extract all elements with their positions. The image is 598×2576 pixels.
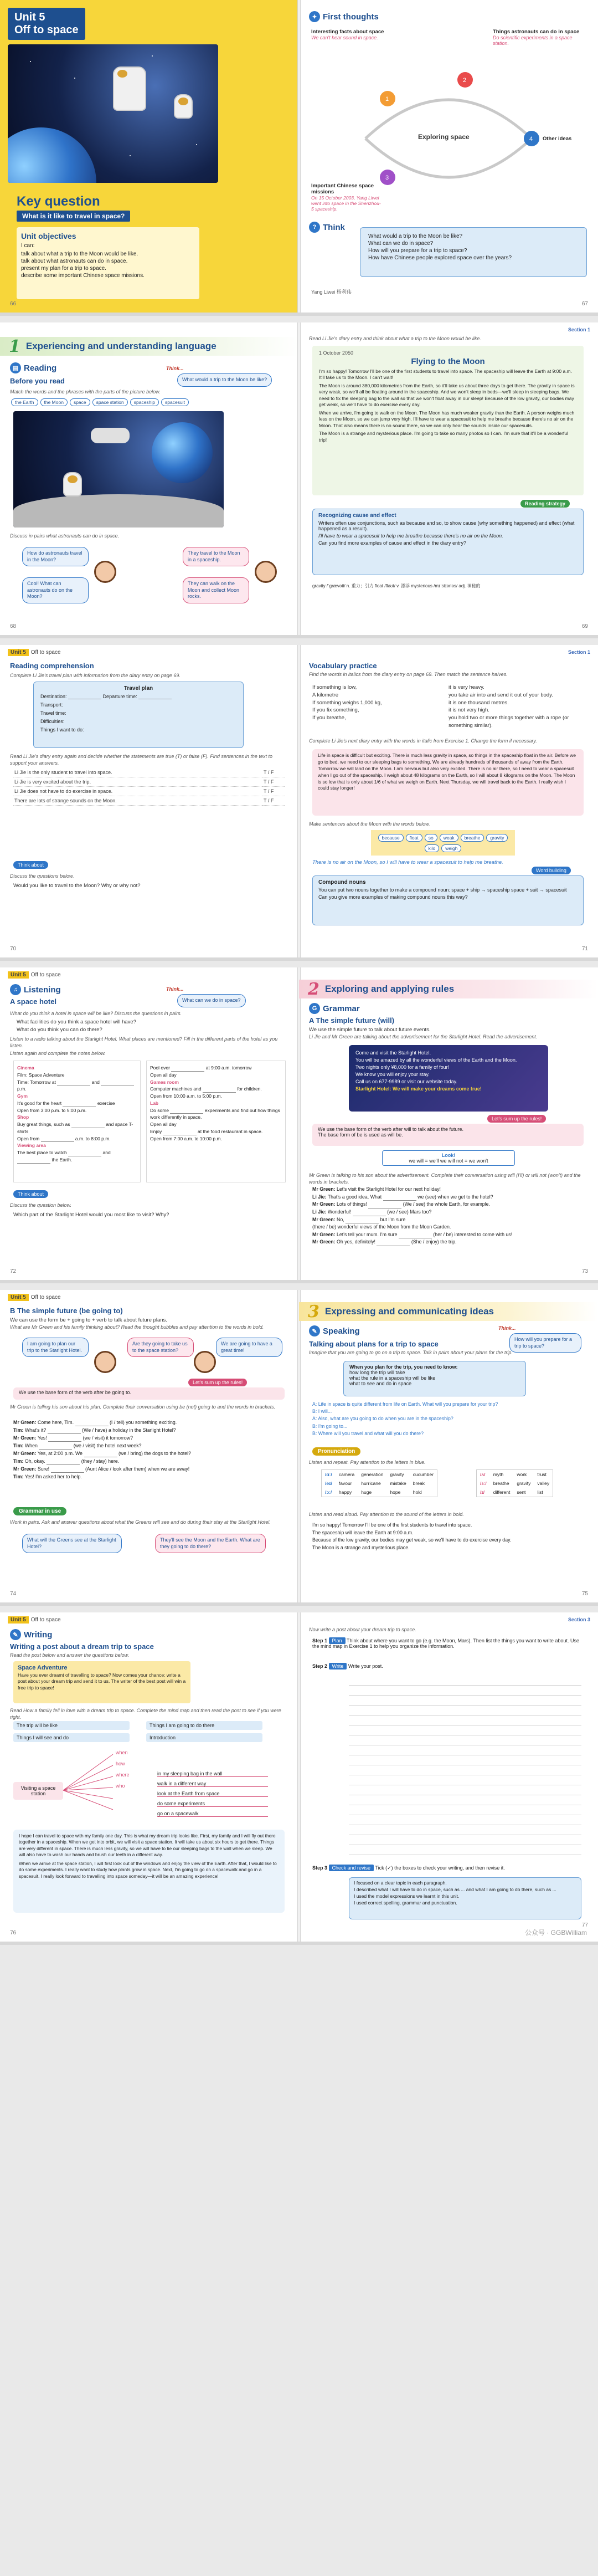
fact-box-1: Interesting facts about space We can't hear sound in space.: [311, 29, 384, 40]
checklist: I focused on a clear topic in each paragraph. I described what I will have to do in space, such as ... and what I am going to do there, such as ... I used the model expressions we learnt in this unit. I used correct spelling, grammar and punctuation.: [349, 1877, 581, 1919]
reading-heading: ▤ Reading: [10, 362, 56, 373]
headphones-icon: ♫: [10, 984, 21, 995]
fact-box-3: Important Chinese space missions On 15 October 2003, Yang Liwei went into space in the Shenzhou-5 spaceship.: [311, 183, 381, 212]
glossary: gravity /ˈɡrævəti/ n. 重力；引力 float /fləʊt/ v. 漂浮 mysterious /mɪˈstɪəriəs/ adj. 神秘的: [312, 583, 481, 588]
word-building-badge: Word building: [532, 867, 571, 874]
page-66: [0, 0, 299, 313]
key-question-text: What is it like to travel in space?: [17, 211, 130, 222]
unit-label: Unit 5 Off to space: [8, 8, 85, 40]
objective-item: present my plan for a trip to space.: [21, 265, 106, 272]
svg-text:2: 2: [463, 77, 467, 84]
mind-map-center: Exploring space: [418, 133, 470, 141]
watermark: 公众号 · GGBWilliam: [525, 1929, 587, 1937]
page-67: [299, 0, 598, 313]
key-question-title: Key question: [17, 194, 100, 209]
diary-cloze: Life in space is difficult but exciting. There is much less gravity in space, so things in the spaceship float in the air. Before we go to bed, we need to our sleeping bags to something. We are already hundreds of thousands of away from the Earth. Tomorrow we will land on the Moon. I am nervous but also very excited. There is no air there, so I need to wear a spacesuit when I go out of the spaceship. I weigh about 48 kilograms on the Earth, so I will about 8 kilograms on the Moon. The Moon is so low that is only about 1/6 of what we weigh on Earth. Next Thursday, we will travel back to the Earth. I really wish I could stay longer!: [312, 749, 584, 816]
blank-area: [0, 1950, 598, 2576]
diary-entry: 1 October 2050 Flying to the Moon I'm so happy! Tomorrow I'll be one of the first students to travel into space. The spaceship will leave the Earth at 9:00 a.m. It'll take us to the Moon. I can't wait! The Moon is around 380,000 kilometres from the Earth, so it'll take us about three days to get there. The gravity in space is very weak, so we'll all be floating around in the spaceship. And we won't sleep in beds—we'll sleep in sleeping bags. We need to fix the sleeping bag to the wall so that we won't float away in our sleep! Because of the low gravity, our bodies may get weak, so we'll have to do exercise every day. When we arrive, I'm going to walk on the Moon. The Moon has much weaker gravity than the Earth. A person weighs much less on the Moon, so we can jump very high. I'll have to wear a spacesuit to help me breathe because there's no air on the Moon. That also means there is no sound there, so we can only hear the sounds inside our spacesuits. The Moon is a strange and mysterious place. I'm going to take so many photos so I can. I'm sure that it'll be a wonderful trip!: [312, 346, 584, 495]
section-header: 1 Experiencing and understanding language: [0, 337, 299, 356]
page-73: 2 Exploring and applying rules G Grammar A The simple future (will) We use the simple future to talk about future events. Li Jie and Mr Green are talking about the advertisement for the Starlight Hotel. Read the advertisement. Come and visit the Starlight Hotel. You will be amazed by all the wonderful views of the Earth and the Moon. Two nights only ¥8,000 for a family of four! We know you will enjoy your stay. Call us on 677-9989 or visit our website today. Starlight Hotel: We will make your dreams come true! Let's sum up the rules! We use the base form of the verb after will to talk about the future. The base form of be is used as will be. Look! we will = we'll we will not = we won't Mr Green is talking to his son about the advertisement. Complete their conversation using will (I'll) or will not (won't) and the words in brackets. Mr Green: Let's visit the Starlight Hotel for our next holiday! Li Jie: That's a good idea. What we (see) when we get to the hotel? Mr Green: Lots of things! (We / see) the whole Earth, for example. Li Jie: Wonderful! (we / see) Mars too? Mr Green: No, but I'm sure (there / be) wonderful views of the Moon from the Moon Garden. Mr Green: Let's tell your mum. I'm sure (her / be) interested to come with us! Mr Green: Oh yes, definitely! (She / enjoy) the trip. 73: [299, 967, 598, 1280]
rules-box: We use the base form of the verb after will to talk about the future. The base form of be is used as will be.: [312, 1124, 584, 1146]
speech-icon: ✎: [309, 1325, 320, 1336]
page-69: Section 1 Read Li Jie's diary entry and think about what a trip to the Moon would be like. 1 October 2050 Flying to the Moon I'm so happy! Tomorrow I'll be one of the first students to travel into space. The spaceship will leave the Earth at 9:00 a.m. It'll take us to the Moon. I can't wait! The Moon is around 380,000 kilometres from the Earth, so it'll take us about three days to get there. The gravity in space is very weak, so we'll all be floating around in the spaceship. And we won't sleep in beds—we'll sleep in sleeping bags. We need to fix the sleeping bag to the wall so that we won't float away in our sleep! Because of the low gravity, our bodies may get weak, so we'll have to do exercise every day. When we arrive, I'm going to walk on the Moon. The Moon has much weaker gravity than the Earth. A person weighs much less on the Moon, so we can jump very high. I'll have to wear a spacesuit to help me breathe because there's no air on the Moon. That also means there is no sound there, so we can only hear the sounds inside our spacesuits. The Moon is a strange and mysterious place. I'm going to take so many photos so I can. I'm sure that it'll be a wonderful trip! Reading strategy Recognizing cause and effect Writers often use conjunctions, such as because and so, to show cause (why something happened) and effect (what happened as a result). I'll have to wear a spacesuit to help me breathe because there's no air on the Moon. Can you find more examples of cause and effect in the diary entry? gravity /ˈɡrævəti/ n. 重力；引力 float /fləʊt/ v. 漂浮 mysterious /mɪˈstɪəriəs/ adj. 神秘的 69: [309, 327, 590, 629]
speaking-heading: ✎ Speaking: [309, 1325, 360, 1336]
svg-text:1: 1: [385, 96, 389, 103]
objective-item: talk about what astronauts can do in space.: [21, 258, 128, 264]
read-aloud-sentences: I'm so happy! Tomorrow I'll be one of the first students to travel into space. The spaceship will leave the Earth at 9:00 a.m. Because of the low gravity, our bodies may get weak, so we'll have to do exercise every day. The Moon is a strange and mysterious place.: [312, 1522, 512, 1550]
look-box: Look! we will = we'll we will not = we won't: [382, 1150, 515, 1166]
match-left: If something is low, A kilometre If something weighs 1,000 kg, If you fix something, If you breathe,: [312, 684, 382, 721]
space-picture: [13, 411, 224, 528]
plan-box: When you plan for the trip, you need to know: how long the trip will take what the rule in a spaceship will be like what to see and do in space: [343, 1361, 526, 1396]
word-list: the Earth the Moon space space station spaceship spacesuit: [10, 397, 287, 407]
step-1: Step 1 Plan Think about where you want to go (e.g. the Moon, Mars). Then list the things you want to write about. Use the mind map in Exercise 1 to help you organize the information.: [312, 1638, 579, 1649]
strategy-box: Recognizing cause and effect Writers often use conjunctions, such as because and so, to show cause (why something happened) and effect (what happened as a result). I'll have to wear a spacesuit to help me breathe because there's no air on the Moon. Can you find more examples of cause and effect in the diary entry?: [312, 509, 584, 575]
notes-right: Pool over at 9:00 a.m. tomorrow Open all day Games room Computer machines and for children. Open from 10:00 a.m. to 5:00 p.m. Lab Do some experiments and find out how things work differently in space. Open all day Enjoy at the food restaurant in space. Open from 7:00 a.m. to 10:00 p.m.: [146, 1061, 286, 1182]
page-72: Unit 5 Off to space ♫ Listening A space hotel Think... What can we do in space? What do you think a hotel in space will be like? Discuss the questions in pairs. What facilities do you think a space hotel will have? What do you think you can do there? Listen to a radio talking about the Starlight Hotel. What places are mentioned? Fill in the different parts of the hotel as you listen. Listen again and complete the notes below. Cinema Film: Space Adventure Time: Tomorrow at and p.m. Gym It's good for the heart exercise Open from 3:00 p.m. to 5:00 p.m. Shop Buy great things, such as and space T-shirts Open from a.m. to 8:00 p.m. Viewing area The best place to watch and the Earth. Pool over at 9:00 a.m. tomorrow Open all day Games room Computer machines and for children. Open from 10:00 a.m. to 5:00 p.m. Lab Do some experiments and find out how things work differently in space. Open all day Enjoy at the food restaurant in space. Open from 7:00 a.m. to 10:00 p.m. Think about Discuss the question below. Which part of the Starlight Hotel would you most like to visit? Why? 72: [0, 967, 299, 1280]
pencil-icon: ✎: [10, 1629, 21, 1640]
page-70: Unit 5 Off to space Reading comprehension Complete Li Jie's travel plan with information from the diary entry on page 69. Travel plan Destination: Departure time: Transport: Travel time: Difficulties: Things I want to do: Read Li Jie's diary entry again and decide whether the statements are true (T) or false (F). Find sentences in the text to support your answers. Li Jie is the only student to travel into space. T / F Li Jie is very excited about the trip. T / F Li Jie does not have to do exercise in space. T / F There are lots of strange sounds on the Moon. T / F Think about Discuss the questions below. Would you like to travel to the Moon? Why or why not? 70: [0, 645, 299, 957]
think-heading: ? Think: [309, 222, 345, 233]
grammar-heading: G Grammar: [309, 1003, 360, 1014]
post-box: Space Adventure Have you ever dreamt of travelling to space? Now comes your chance: write a post about your dream trip and send it to us. The writer of the best post will win a free trip to space!: [13, 1661, 190, 1703]
mind-map: The trip will be like Things I will see and do Things I am going to do there Introduction Visiting a space station when how where who in my sleeping bag in the wall walk in a different way look at the Earth from space do some experiments go on a spacewalk: [13, 1721, 285, 1826]
objective-item: describe some important Chinese space missions.: [21, 273, 145, 279]
objectives-box: Unit objectives I can: talk about what a trip to the Moon would be like. talk about what astronauts can do in space. present my plan for a trip to space. describe some important Chinese space missions.: [17, 227, 199, 299]
spread-74-75: [0, 1290, 598, 1606]
father-avatar: [94, 1351, 116, 1373]
objectives-title: Unit objectives: [21, 232, 76, 240]
grammar-in-use-badge: Grammar in use: [13, 1507, 66, 1515]
objective-item: talk about what a trip to the Moon would be like.: [21, 251, 138, 257]
spaceship-illustration: [91, 428, 130, 443]
step-2: Step 2 Write Write your post.: [312, 1663, 383, 1669]
notes-left: Cinema Film: Space Adventure Time: Tomorrow at and p.m. Gym It's good for the heart exercise Open from 3:00 p.m. to 5:00 p.m. Shop Buy great things, such as and space T-shirts Open from a.m. to 8:00 p.m. Viewing area The best place to watch and the Earth.: [13, 1061, 141, 1182]
listening-heading: ♫ Listening: [10, 984, 61, 995]
astronaut-illustration: [174, 94, 193, 119]
reading-strategy-badge: Reading strategy: [520, 500, 570, 508]
writing-lines: [349, 1676, 581, 1858]
hotel-advertisement: Come and visit the Starlight Hotel. You will be amazed by all the wonderful views of the Earth and the Moon. Two nights only ¥8,000 for a family of four! We know you will enjoy your stay. Call us on 677-9989 or visit our website today. Starlight Hotel: We will make your dreams come true!: [349, 1045, 548, 1112]
fact-box-4: Other ideas: [543, 136, 572, 142]
true-false-table: Li Jie is the only student to travel into space. T / F Li Jie is very excited about the trip. T / F Li Jie does not have to do exercise in space. T / F There are lots of strange sounds on the Moon. T / F: [13, 768, 285, 806]
grammar-icon: G: [309, 1003, 320, 1014]
think-about-badge: Think about: [13, 1190, 48, 1198]
page-76: Unit 5 Off to space ✎ Writing Writing a post about a dream trip to space Read the post below and answer the questions below. Space Adventure Have you ever dreamt of travelling to space? Now comes your chance: write a post about your dream trip and send it to us. The writer of the best post will win a free trip to space! Read How a family fell in love with a dream trip to space. Complete the mind map and then read the post to see if you were right. The trip will be like Things I will see and do Things I am going to do there Introduction Visiting a space station when how where who in my sleeping bag in the wall walk in a different way look at the Earth from space do some experiments go on a spacewalk I hope I can travel to space with my family one day. This is what my dream trip looks like. First, my family and I will fly out there together in a spaceship. When we get into orbit, we will visit a space station. It will take us about six hours to get there. Things are very different in space. There is much less gravity, so we will have to tie our sleeping bags to the wall when we sleep. We will also have to wash our hands and brush our teeth in a different way. When we arrive at the space station, I will first look out of the windows and enjoy the view of the Earth. After that, I would like to do some experiments. I really want to study how plants grow in space. Next, I'm going to go on a spacewalk and go in a spacesuit. I really look forward to travelling into space someday—it will be an amazing experience! 76: [0, 1612, 299, 1942]
dialogue: Mr Green: Come here, Tim. (I / tell) you something exciting. Tim: What's it? (We / have) a holiday in the Starlight Hotel? Mr Green: Yes! (we / visit) it tomorrow? Tim: When (we / visit) the hotel next week? Mr Green: Yes, at 2:00 p.m. We (we / bring) the dogs to the hotel? Tim: Oh, okay. (they / stay) here. Mr Green: Sure! (Aunt Alice / look after them) when we are away! Tim: Yes! I'm asked her to help.: [13, 1420, 192, 1480]
earth-illustration: [8, 127, 96, 183]
first-thoughts-heading: ✦ First thoughts: [309, 11, 379, 22]
page-number: 67: [581, 301, 588, 307]
page-68: 1 Experiencing and understanding language ▤ Reading Before you read Think... What would a trip to the Moon be like? Match the words and the phrases with the parts of the picture below. the Earth the Moon space space station spaceship spacesuit Discuss in pairs what astronauts can do in space. How do astronauts travel in the Moon? Cool! What can astronauts do on the Moon? They travel to the Moon in a spaceship. They can walk on the Moon and collect Moon rocks. 68: [0, 322, 299, 635]
svg-text:4: 4: [529, 136, 533, 142]
moon-illustration: [13, 494, 224, 528]
compound-nouns-box: Compound nouns You can put two nouns together to make a compound noun: space + ship → spaceship space + suit → spacesuit Can you give more examples of making compound nouns this way?: [312, 875, 584, 925]
space-illustration: [8, 44, 218, 183]
phonics-table-right: /ʌ/ myth work trust /ɜː/ breathe gravity valley /ɪ/ different sent list: [476, 1469, 553, 1497]
rules-badge: Let's sum up the rules!: [487, 1115, 546, 1123]
spread-72-73: [0, 967, 598, 1283]
spread-76-77: [0, 1612, 598, 1945]
dialogue: Mr Green: Let's visit the Starlight Hotel for our next holiday! Li Jie: That's a good idea. What we (see) when we get to the hotel? Mr Green: Lots of things! (We / see) the whole Earth, for example. Li Jie: Wonderful! (we / see) Mars too? Mr Green: No, but I'm sure (there / be) wonderful views of the Moon from the Moon Garden. Mr Green: Let's tell your mum. I'm sure (her / be) interested to come with us! Mr Green: Oh yes, definitely! (She / enjoy) the trip.: [312, 1186, 584, 1246]
boy-avatar: [194, 1351, 216, 1373]
phonics-table-left: /ɑː/ camera generation gravity cucumber /eɪ/ favour hurricane mistake break /ɔː/ happy huge hope hold: [321, 1469, 437, 1497]
svg-text:3: 3: [385, 175, 389, 181]
step-3: Step 3 Check and revise Tick (✓) the boxes to check your writing, and then revise it.: [312, 1865, 505, 1871]
astronaut-illustration: [113, 66, 146, 111]
think-about-badge: Think about: [13, 861, 48, 869]
page-number: 66: [10, 301, 17, 307]
model-post: I hope I can travel to space with my family one day. This is what my dream trip looks like. First, my family and I will fly out there together in a spaceship. When we get into orbit, we will visit a space station. It will take us about six hours to get there. Things are very different in space. There is much less gravity, so we will have to tie our sleeping bags to the wall when we sleep. We will also have to wash our hands and brush our teeth in a different way. When we arrive at the space station, I will first look out of the windows and enjoy the view of the Earth. After that, I would like to do some experiments. I really want to study how plants grow in space. Next, I'm going to go on a spacewalk and go in a spacesuit. I really look forward to travelling into space someday—it will be an amazing experience!: [13, 1830, 285, 1913]
think-icon: ?: [309, 222, 320, 233]
pronunciation-badge: Pronunciation: [312, 1447, 360, 1456]
page-74: Unit 5 Off to space B The simple future (be going to) We can use the form be + going to + verb to talk about future plans. What are Mr Green and his family thinking about? Read the thought bubbles and pay attention to the words in bold. I am going to plan our trip to the Starlight Hotel. Are they going to take us to the space station? We are going to have a great time! Let's sum up the rules! We use the base form of the verb after be going to. Mr Green is telling his son about his plan. Complete their conversation using be (not) going to and the words in brackets. Mr Green: Come here, Tim. (I / tell) you something exciting. Tim: What's it? (We / have) a holiday in the Starlight Hotel? Mr Green: Yes! (we / visit) it tomorrow? Tim: When (we / visit) the hotel next week? Mr Green: Yes, at 2:00 p.m. We (we / bring) the dogs to the hotel? Tim: Oh, okay. (they / stay) here. Mr Green: Sure! (Aunt Alice / look after them) when we are away! Tim: Yes! I'm asked her to help. Grammar in use Work in pairs. Ask and answer questions about what the Greens will see and do during their stay at the Starlight Hotel. What will the Greens see at the Starlight Hotel? They'll see the Moon and the Earth. What are they going to do there? 74: [0, 1290, 299, 1602]
writing-heading: ✎ Writing: [10, 1629, 52, 1640]
spread-66-67: [0, 0, 598, 316]
section-header: 2 Exploring and applying rules: [299, 980, 598, 998]
rules-badge: Let's sum up the rules!: [188, 1379, 247, 1386]
page-77: Section 3 Now write a post about your dream trip to space. Step 1 Plan Think about where you want to go (e.g. the Moon, Mars). Then list the things you want to write about. Use the mind map in Exercise 1 to help you organize the information. Step 2 Write Write your post. Step 3 Check and revise Tick (✓) the boxes to check your writing, and then revise it. I focused on a clear topic in each paragraph. I described what I will have to do in space, such as ... and what I am going to do there, such as ... I used the model expressions we learnt in this unit. I used correct spelling, grammar and punctuation. 公众号 · GGBWilliam 77: [309, 1617, 590, 1937]
word-grid: because float so weak breathe gravitykilo weigh: [371, 830, 515, 856]
think-questions: What would a trip to the Moon be like? What can we do in space? How will you prepare for a trip to space? How have Chinese people explored space over the years?: [360, 227, 587, 277]
travel-plan: Travel plan Destination: Departure time: Transport: Travel time: Difficulties: Things I want to do:: [33, 682, 244, 748]
match-right: it is very heavy. you take air into and send it out of your body. it is one thousand metres. it is not very high. you hold two or more things together with a rope (or something similar).: [448, 684, 569, 729]
boy-avatar: [94, 561, 116, 583]
lightbulb-icon: ✦: [309, 11, 320, 22]
speaking-dialogue: A: Life in space is quite different from life on Earth. What will you prepare for your trip? B: I will... A: Also, what are you going to do when you are in the spaceship? B: I'm going to... B: Where will you travel and what will you do there?: [312, 1401, 498, 1436]
girl-avatar: [255, 561, 277, 583]
spread-70-71: [0, 645, 598, 961]
book-icon: ▤: [10, 362, 21, 373]
page-75: 3 Expressing and communicating ideas ✎ Speaking Think... How will you prepare for a trip to space? Talking about plans for a trip to space Imagine that you are going to go on a trip to space. Talk in pairs about your plans for the trip. When you plan for the trip, you need to know: how long the trip will take what the rule in a spaceship will be like what to see and do in space A: Life in space is quite different from life on Earth. What will you prepare for your trip? B: I will... A: Also, what are you going to do when you are in the spaceship? B: I'm going to... B: Where will you travel and what will you do there? Pronunciation Listen and repeat. Pay attention to the letters in blue. /ɑː/ camera generation gravity cucumber /eɪ/ favour hurricane mistake break /ɔː/ happy huge hope hold /ʌ/ myth work trust /ɜː/ breathe gravity valley /ɪ/ different sent list Listen and read aloud. Pay attention to the sound of the letters in bold. I'm so happy! Tomorrow I'll be one of the first students to travel into space. The spaceship will leave the Earth at 9:00 a.m. Because of the low gravity, our bodies may get weak, so we'll have to do exercise every day. The Moon is a strange and mysterious place. 75: [299, 1290, 598, 1602]
rules-box: We use the base form of the verb after be going to.: [13, 1387, 285, 1400]
photo-caption: Yang Liwei 杨利伟: [311, 289, 352, 295]
page-71: Section 1 Vocabulary practice Find the words in italics from the diary entry on page 69. Then match the sentence halves. If something is low, A kilometre If something weighs 1,000 kg, If you fix something, If you breathe, it is very heavy. you take air into and send it out of your body. it is one thousand metres. it is not very high. you hold two or more things together with a rope (or something similar). Complete Li Jie's next diary entry with the words in italic from Exercise 1. Change the form if necessary. Life in space is difficult but exciting. There is much less gravity in space, so things in the spaceship float in the air. Before we go to bed, we need to our sleeping bags to something. We are already hundreds of thousands of away from the Earth. Tomorrow we will land on the Moon. I am nervous but also very excited. There is no air there, so I need to wear a spacesuit when I go out of the spaceship. I weigh about 48 kilograms on the Earth, so I will about 8 kilograms on the Moon. The Moon is so low that is only about 1/6 of what we weigh on Earth. Next Thursday, we will travel back to the Earth. I really wish I could stay longer! Make sentences about the Moon with the words below. because float so weak breathe gravitykilo weigh There is no air on the Moon, so I will have to wear a spacesuit to help me breathe. Word building Compound nouns You can put two nouns together to make a compound noun: space + ship → spaceship space + suit → spacesuit Can you give more examples of making compound nouns this way? 71: [309, 649, 590, 952]
fact-box-2: Things astronauts can do in space Do scientific experiments in a space station.: [493, 29, 580, 46]
section-header: 3 Expressing and communicating ideas: [299, 1302, 598, 1321]
spread-68-69: [0, 322, 598, 638]
